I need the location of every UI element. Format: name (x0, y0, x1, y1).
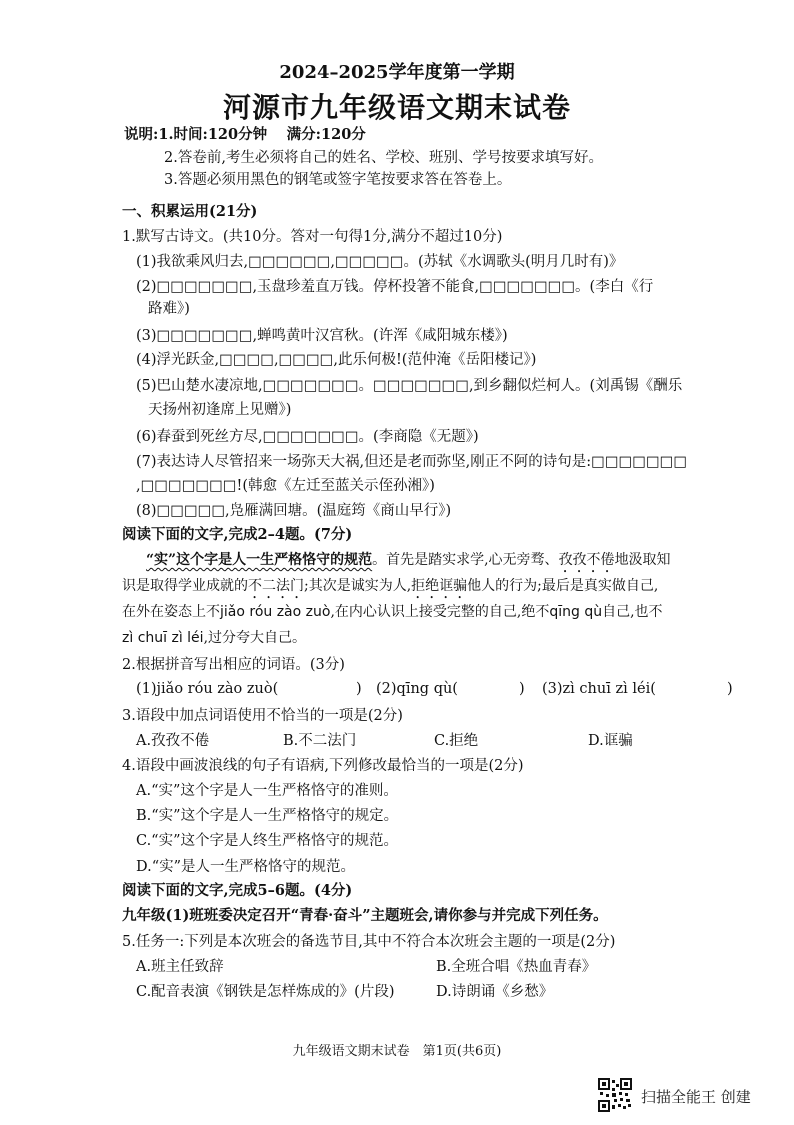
q1-item: (5)巴山楚水凄凉地,□□□□□□□。□□□□□□□,到乡翻似烂柯人。(刘禹锡《酬乐 (136, 378, 683, 394)
q2-blank-3-close: ) (727, 681, 733, 697)
question-2-stem: 2.根据拼音写出相应的词语。(3分) (122, 657, 345, 673)
q4-option-b: B.“实”这个字是人一生严格恪守的规定。 (136, 808, 399, 824)
q5-option-a: A.班主任致辞 (136, 959, 224, 975)
passage-1-line-3: 在外在姿态上不jiǎo róu zào zuò,在内心认识上接受完整的自己,绝不qīng qù自己,也不 (122, 604, 663, 620)
q4-option-d: D.“实”是人一生严格恪守的规范。 (136, 859, 356, 875)
passage-1-intro: 阅读下面的文字,完成2–4题。(7分) (122, 526, 353, 543)
q1-item: (7)表达诗人尽管招来一场弥天大祸,但还是老而弥坚,刚正不阿的诗句是:□□□□□□□ (136, 454, 688, 470)
instruction-line-1: 说明:1.时间:120分钟 满分:120分 (124, 126, 366, 143)
dotted-word: 不二法门 (248, 578, 304, 594)
q1-item-cont: 路难》) (148, 301, 190, 317)
section-heading: 一、积累运用(21分) (122, 203, 258, 220)
q4-option-c: C.“实”这个字是人终生严格恪守的规范。 (136, 833, 399, 849)
pinyin: jiǎo róu zào zuò (220, 604, 331, 620)
page-footer: 九年级语文期末试卷 第1页(共6页) (292, 1044, 502, 1059)
passage-1-line-2: 识是取得学业成就的不二法门;其次是诚实为人,拒绝诓骗他人的行为;最后是真实做自己, (122, 578, 659, 594)
dotted-word: 拒绝诓骗 (411, 578, 468, 594)
q1-item: (1)我欲乘风归去,□□□□□□,□□□□□。(苏轼《水调歌头(明月几时有)》 (136, 254, 624, 270)
q2-blank-3: (3)zì chuī zì léi( (542, 681, 656, 697)
q5-option-d: D.诗朗诵《乡愁》 (436, 984, 554, 1000)
dotted-word: 孜孜不倦 (558, 552, 615, 568)
watermark-text: 扫描全能王 创建 (641, 1088, 751, 1106)
passage-2-intro: 阅读下面的文字,完成5–6题。(4分) (122, 882, 353, 899)
question-4-stem: 4.语段中画波浪线的句子有语病,下列修改最恰当的一项是(2分) (122, 758, 524, 774)
passage-2-task: 九年级(1)班班委决定召开“青春·奋斗”主题班会,请你参与并完成下列任务。 (122, 907, 608, 924)
passage-1-line-1: “实”这个字是人一生严格恪守的规范。首先是踏实求学,心无旁骛、孜孜不倦地汲取知 (146, 552, 671, 568)
q2-blank-1-close: ) (356, 681, 362, 697)
q1-item-cont: ,□□□□□□□!(韩愈《左迁至蓝关示侄孙湘》) (136, 478, 435, 494)
q1-item: (8)□□□□□,凫雁满回塘。(温庭筠《商山早行》) (136, 503, 452, 519)
q4-option-a: A.“实”这个字是人一生严格恪守的准则。 (136, 783, 398, 799)
q2-blank-2: (2)qīng qù( (376, 681, 458, 697)
instruction-line-2: 2.答卷前,考生必须将自己的姓名、学校、班别、学号按要求填写好。 (164, 150, 603, 166)
q3-option-d: D.诓骗 (588, 733, 633, 749)
q3-option-c: C.拒绝 (434, 733, 479, 749)
question-1-stem: 1.默写古诗文。(共10分。答对一句得1分,满分不超过10分) (122, 229, 503, 245)
pinyin: zì chuī zì léi (122, 630, 204, 646)
q3-option-b: B.不二法门 (283, 733, 357, 749)
q2-blank-2-close: ) (519, 681, 525, 697)
q1-item: (4)浮光跃金,□□□□,□□□□,此乐何极!(范仲淹《岳阳楼记》) (136, 352, 537, 368)
term-heading: 2024–2025学年度第一学期 (279, 62, 515, 83)
q1-item: (6)春蚕到死丝方尽,□□□□□□□。(李商隐《无题》) (136, 429, 479, 445)
instruction-line-3: 3.答题必须用黑色的钢笔或签字笔按要求答在答卷上。 (164, 172, 512, 188)
q2-blank-1: (1)jiǎo róu zào zuò( (136, 681, 279, 697)
question-3-stem: 3.语段中加点词语使用不恰当的一项是(2分) (122, 708, 403, 724)
q1-item: (2)□□□□□□□,玉盘珍羞直万钱。停杯投箸不能食,□□□□□□□。(李白《行 (136, 279, 654, 295)
wavy-sentence: “实”这个字是人一生严格恪守的规范 (146, 552, 373, 568)
pinyin: qīng qù (549, 604, 603, 620)
qr-code-icon (598, 1078, 632, 1116)
passage-1-line-4: zì chuī zì léi,过分夸大自己。 (122, 630, 307, 646)
q1-item: (3)□□□□□□□,蝉鸣黄叶汉宫秋。(许浑《咸阳城东楼》) (136, 328, 508, 344)
q5-option-b: B.全班合唱《热血青春》 (436, 959, 597, 975)
question-5-stem: 5.任务一:下列是本次班会的备选节目,其中不符合本次班会主题的一项是(2分) (122, 934, 616, 950)
q5-option-c: C.配音表演《钢铁是怎样炼成的》(片段) (136, 984, 395, 1000)
q1-item-cont: 天扬州初逢席上见赠》) (148, 402, 292, 418)
q3-option-a: A.孜孜不倦 (136, 733, 210, 749)
exam-title: 河源市九年级语文期末试卷 (222, 91, 571, 124)
